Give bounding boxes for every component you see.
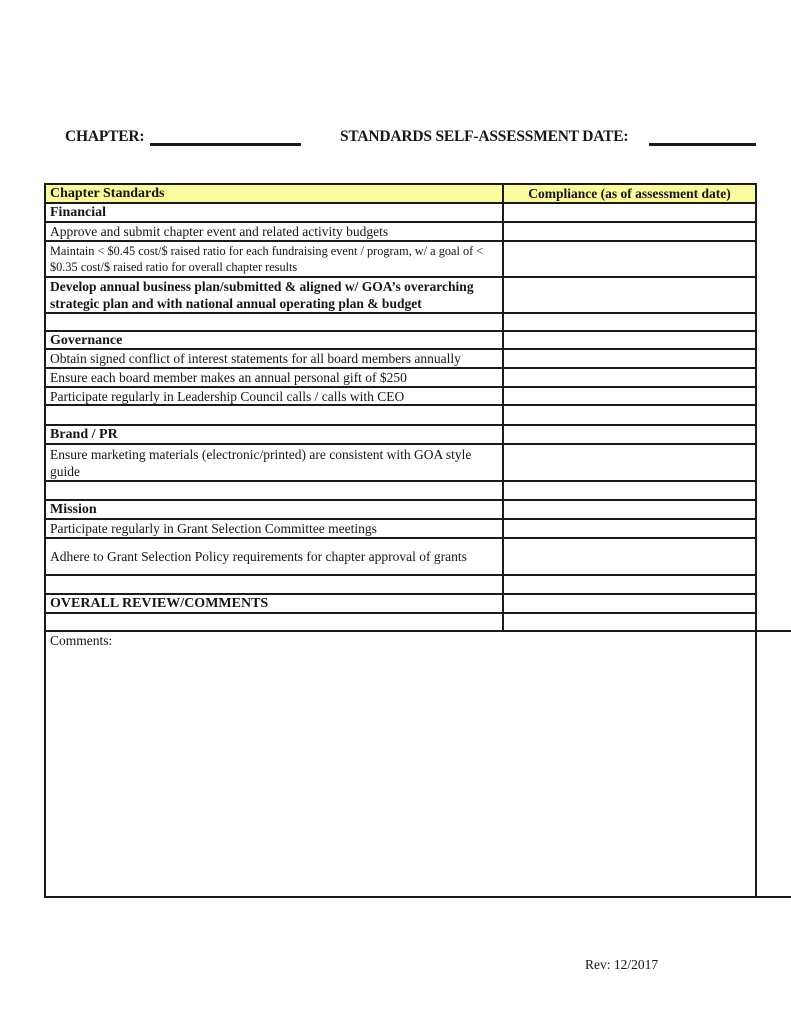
table-row [46, 242, 755, 278]
compliance-cell[interactable] [504, 595, 755, 612]
table-row [46, 520, 755, 539]
standard-text: Ensure each board member makes an annual personal gift of $250 [46, 369, 504, 386]
compliance-cell[interactable] [504, 614, 755, 630]
table-row-empty [46, 314, 755, 332]
compliance-cell[interactable] [504, 388, 755, 404]
chapter-blank-field[interactable] [150, 143, 301, 146]
section-overall-review: OVERALL REVIEW/COMMENTS [46, 595, 504, 612]
standard-text: Ensure marketing materials (electronic/printed) are consistent with GOA style guide [46, 445, 504, 480]
section-governance: Governance [46, 332, 504, 348]
standards-table [44, 183, 757, 630]
standard-text: Develop annual business plan/submitted & aligned w/ GOA’s overarching strategic plan and with national annual operating plan & budget [46, 278, 504, 312]
comments-divider [755, 632, 757, 896]
section-financial: Financial [46, 204, 504, 221]
standard-text: Adhere to Grant Selection Policy requirements for chapter approval of grants [46, 539, 504, 574]
assessment-date-blank-field[interactable] [649, 143, 756, 146]
compliance-cell[interactable] [504, 314, 755, 330]
table-row-empty [46, 406, 755, 426]
comments-box[interactable] [44, 630, 791, 898]
table-row [46, 445, 755, 482]
standard-text: Approve and submit chapter event and related activity budgets [46, 223, 504, 240]
table-row-empty [46, 614, 755, 630]
compliance-cell[interactable] [504, 350, 755, 367]
compliance-cell[interactable] [504, 332, 755, 348]
standard-text [46, 482, 504, 499]
table-row [46, 278, 755, 314]
compliance-cell[interactable] [504, 426, 755, 443]
compliance-cell[interactable] [504, 223, 755, 240]
compliance-cell[interactable] [504, 406, 755, 424]
table-row [46, 388, 755, 406]
compliance-cell[interactable] [504, 242, 755, 276]
assessment-date-label: STANDARDS SELF-ASSESSMENT DATE: [340, 128, 629, 145]
standard-text [46, 406, 504, 424]
compliance-cell[interactable] [504, 539, 755, 574]
standard-text: Participate regularly in Leadership Council calls / calls with CEO [46, 388, 504, 404]
table-row-empty [46, 482, 755, 501]
standards-column-header: Chapter Standards [46, 185, 504, 202]
table-row [46, 350, 755, 369]
compliance-cell[interactable] [504, 369, 755, 386]
standard-text [46, 614, 504, 630]
standard-text: Obtain signed conflict of interest statements for all board members annually [46, 350, 504, 367]
table-row [46, 369, 755, 388]
section-mission: Mission [46, 501, 504, 518]
table-row [46, 332, 755, 350]
table-row [46, 204, 755, 223]
compliance-cell[interactable] [504, 501, 755, 518]
compliance-cell[interactable] [504, 445, 755, 480]
compliance-cell[interactable] [504, 520, 755, 537]
standard-text: Participate regularly in Grant Selection Committee meetings [46, 520, 504, 537]
standard-text [46, 576, 504, 593]
table-row-empty [46, 576, 755, 595]
revision-note: Rev: 12/2017 [585, 957, 659, 972]
table-row [46, 223, 755, 242]
compliance-cell[interactable] [504, 482, 755, 499]
table-row [46, 501, 755, 520]
table-header-row [46, 185, 755, 204]
standard-text [46, 314, 504, 330]
table-row [46, 595, 755, 614]
compliance-cell[interactable] [504, 576, 755, 593]
compliance-cell[interactable] [504, 278, 755, 312]
standard-text: Maintain < $0.45 cost/$ raised ratio for each fundraising event / program, w/ a goal of < $0.35 cost/$ raised ratio for overall chapter results [46, 242, 504, 276]
chapter-label: CHAPTER: [65, 128, 145, 145]
comments-label: Comments: [50, 633, 113, 648]
table-row [46, 426, 755, 445]
section-brand-pr: Brand / PR [46, 426, 504, 443]
compliance-cell[interactable] [504, 204, 755, 221]
compliance-column-header: Compliance (as of assessment date) [528, 185, 731, 201]
table-row [46, 539, 755, 576]
